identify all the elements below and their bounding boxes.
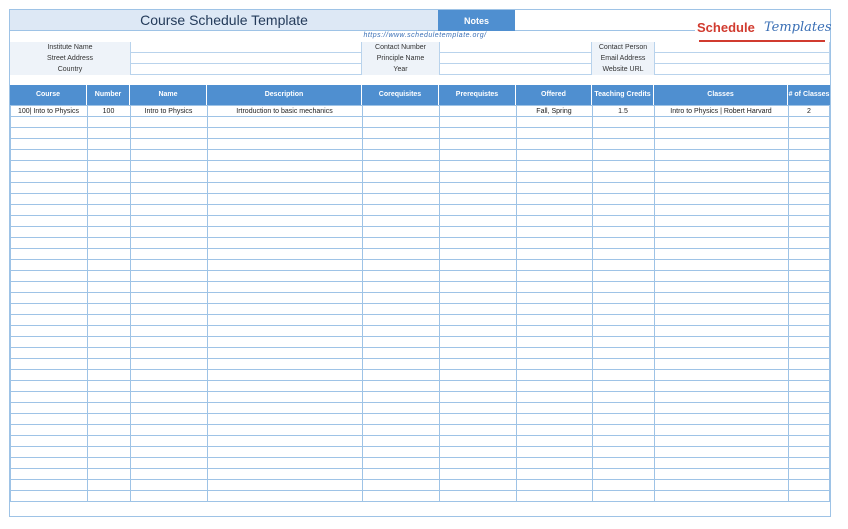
institute-name-field[interactable] — [130, 42, 362, 53]
col-header-number: Number — [87, 85, 130, 105]
country-field[interactable] — [130, 64, 362, 75]
principle-name-field[interactable] — [439, 53, 592, 64]
country-label: Country — [10, 64, 130, 75]
col-header-description: Description — [207, 85, 362, 105]
col-header-teaching-credits: Teaching Credits — [592, 85, 654, 105]
contact-person-label: Contact Person — [592, 42, 654, 53]
table-row-1-name[interactable]: Intro to Physics — [144, 108, 193, 115]
table-row-1-prerequisites[interactable] — [439, 106, 516, 117]
logo-word-schedule: Schedule — [697, 20, 755, 35]
street-address-label: Street Address — [10, 53, 130, 64]
contact-number-label: Contact Number — [362, 42, 439, 53]
table-row-1-num-classes[interactable]: 2 — [807, 108, 811, 115]
table-row-1-classes[interactable]: Intro to Physics | Robert Harvard — [670, 108, 772, 115]
notes-label: Notes — [438, 10, 515, 31]
table-row-1-course[interactable]: 100| Into to Physics — [18, 108, 79, 115]
year-field[interactable] — [439, 64, 592, 75]
website-url-field[interactable] — [654, 64, 830, 75]
year-label: Year — [362, 64, 439, 75]
table-row-1-description[interactable]: Irtroduction to basic mechanics — [236, 108, 333, 115]
notes-field[interactable] — [515, 10, 695, 31]
website-url-label: Website URL — [592, 64, 654, 75]
table-row-1-number[interactable]: 100 — [102, 108, 115, 115]
table-row-1-offered[interactable]: Fall, Spring — [536, 108, 572, 115]
col-header-prerequisites: Prerequistes — [439, 85, 516, 105]
col-header-name: Name — [130, 85, 207, 105]
col-header-num-classes: # of Classes — [788, 85, 830, 105]
email-address-field[interactable] — [654, 53, 830, 64]
institute-name-label: Institute Name — [10, 42, 130, 53]
spacer-row — [10, 75, 830, 85]
email-address-label: Email Address — [592, 53, 654, 64]
table-row-1-teaching-credits[interactable]: 1.5 — [618, 108, 628, 115]
schedule-templates-logo — [697, 12, 832, 42]
page-title: Course Schedule Template — [10, 10, 438, 31]
website-link[interactable]: https://www.scheduletemplate.org/ — [363, 32, 487, 39]
contact-person-field[interactable] — [654, 42, 830, 53]
col-header-course: Course — [10, 85, 87, 105]
schedule-grid — [10, 105, 830, 507]
col-header-classes: Classes — [654, 85, 788, 105]
col-header-corequisites: Corequisites — [362, 85, 439, 105]
logo-word-templates: Templates — [764, 20, 832, 35]
table-row-1-corequisites[interactable] — [362, 106, 439, 117]
street-address-field[interactable] — [130, 53, 362, 64]
contact-number-field[interactable] — [439, 42, 592, 53]
col-header-offered: Offered — [516, 85, 592, 105]
principle-name-label: Principle Name — [362, 53, 439, 64]
